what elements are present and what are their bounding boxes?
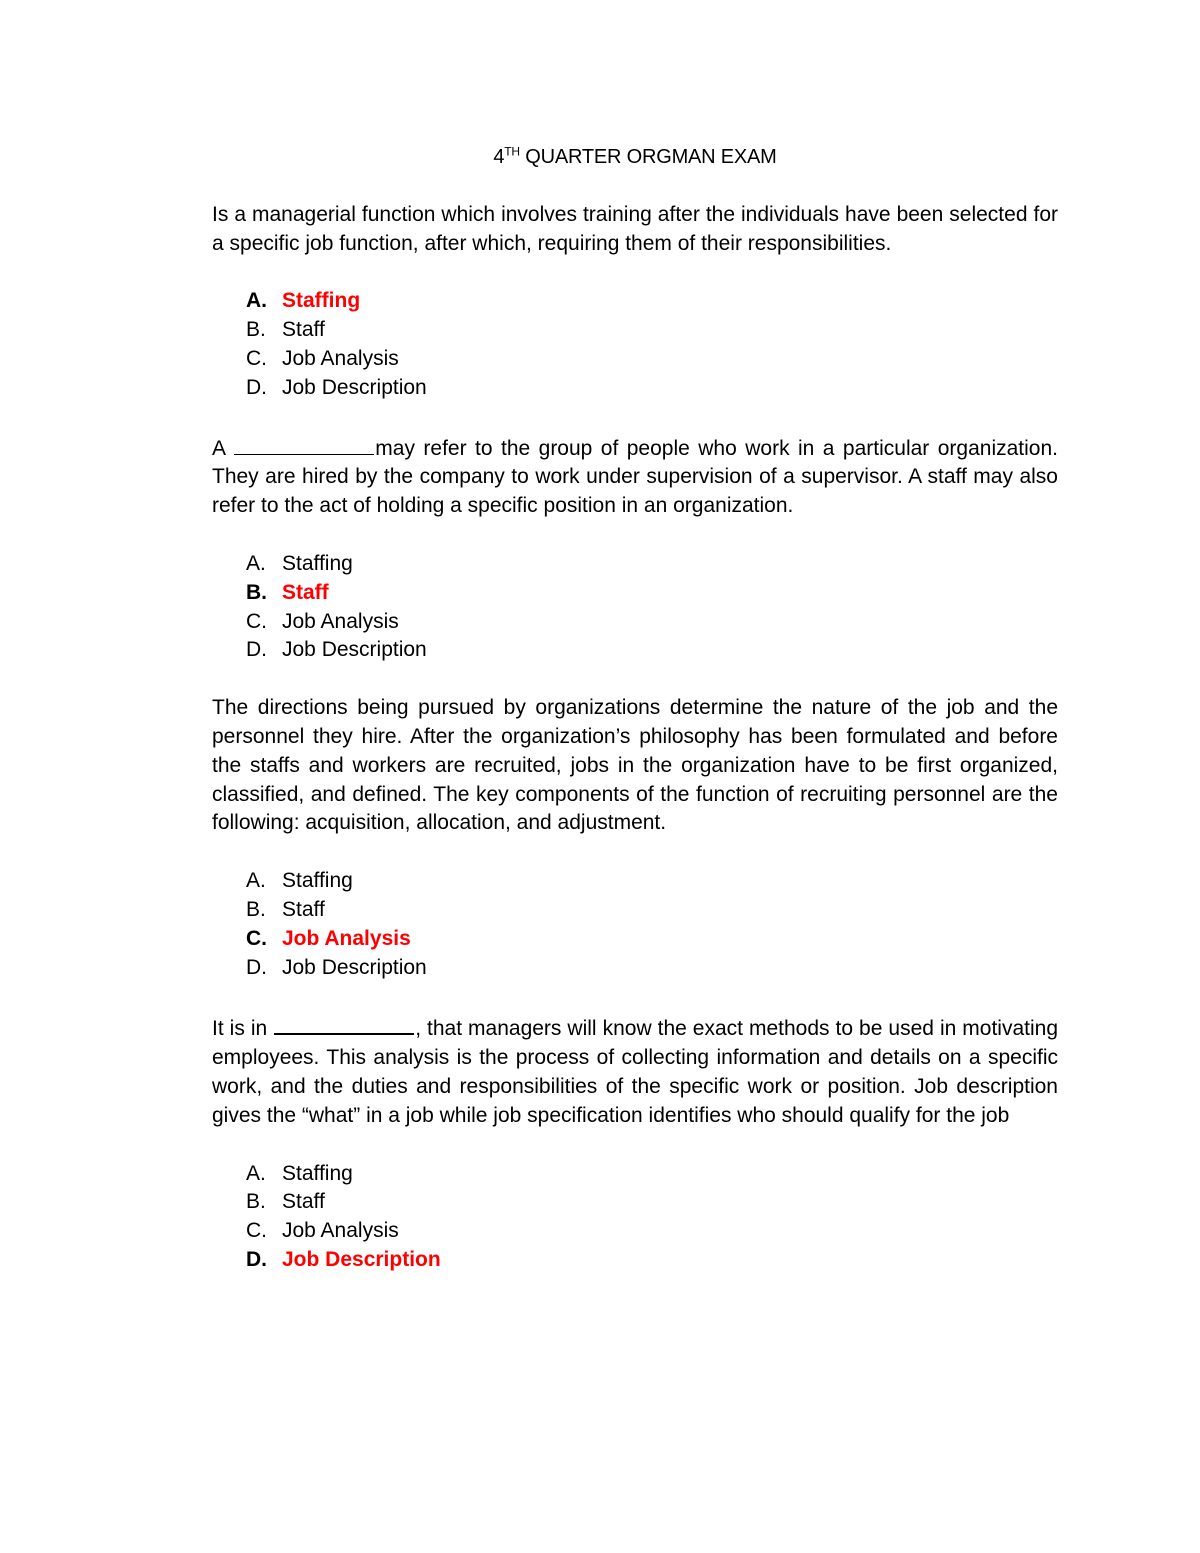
option-text: Job Description [282,1247,441,1271]
option-text: Job Description [282,638,427,662]
question-3-option-a [246,867,1058,896]
option-letter: D. [246,638,267,662]
option-letter: A. [246,1161,266,1185]
question-2-option-b [246,579,1058,608]
title-number: 4 [493,146,505,168]
question-4-option-d [246,1246,1058,1275]
option-letter: A. [246,869,266,893]
option-letter: D. [246,955,267,979]
question-1-option-b [246,316,1058,345]
question-3-text: The directions being pursued by organizations determine the nature of the job and the personnel they hire. After the organization’s philosophy has been formulated and before the staffs and workers are recruited, jobs in the organization have to be first organized, classified, and defined. The key components of the function of recruiting personnel are the following: acquisition, allocation, and adjustment. [212,696,1058,835]
option-text: Job Analysis [282,346,399,370]
question-2-text-after-blank: may refer to the group of people who work in a particular organization. They are hired by the company to work under supervision of a supervisor. A staff may also refer to the act of holding a specific position in an organization. [212,436,1058,518]
answer-blank [274,1011,414,1035]
question-4-options [212,1160,1058,1275]
option-text: Job Analysis [282,1219,399,1243]
option-text: Job Analysis [282,926,411,950]
option-text: Job Description [282,955,427,979]
option-text: Staffing [282,289,361,313]
option-letter: C. [246,346,267,370]
question-4-text [212,1011,1058,1130]
question-2-option-c [246,608,1058,637]
question-3-options [212,867,1058,982]
option-letter: B. [246,580,267,604]
option-text: Staffing [282,869,353,893]
option-letter: C. [246,609,267,633]
option-text: Staffing [282,551,353,575]
question-4-option-b [246,1188,1058,1217]
question-3-option-d [246,954,1058,983]
option-text: Job Description [282,375,427,399]
option-letter: B. [246,897,266,921]
option-letter: D. [246,375,267,399]
question-3-option-b [246,896,1058,925]
option-text: Staff [282,897,325,921]
option-letter: D. [246,1247,267,1271]
question-4-text-before-blank: It is in [212,1017,274,1041]
question-1-option-d [246,374,1058,403]
option-letter: C. [246,1219,267,1243]
option-letter: B. [246,318,266,342]
question-1-text: Is a managerial function which involves training after the individuals have been selected for a specific job function, after which, requiring them of their responsibilities. [212,202,1058,255]
question-4-text-after-blank: , that managers will know the exact methods to be used in motivating employees. This analysis is the process of collecting information and details on a specific work, and the duties and responsibilities of the specific work or position. Job description gives the “what” in a job while job specification identifies who should qualify for the job [212,1017,1059,1127]
question-4-option-c [246,1217,1058,1246]
title-superscript: TH [504,144,520,159]
question-3-option-c [246,925,1058,954]
option-text: Staffing [282,1161,353,1185]
option-text: Staff [282,318,325,342]
question-2-text [212,432,1058,521]
option-letter: C. [246,926,267,950]
question-1-options [212,287,1058,402]
page-title [212,143,1058,172]
document-content [212,143,1058,1304]
answer-blank [234,432,374,455]
question-1-option-a [246,287,1058,316]
option-letter: A. [246,289,267,313]
option-text: Staff [282,580,329,604]
question-2-option-a [246,550,1058,579]
option-letter: A. [246,551,266,575]
option-letter: B. [246,1190,266,1214]
question-4-option-a [246,1160,1058,1189]
option-text: Staff [282,1190,325,1214]
question-2-option-d [246,636,1058,665]
question-2-options [212,550,1058,665]
title-text: QUARTER ORGMAN EXAM [519,146,777,168]
question-1-option-c [246,345,1058,374]
option-text: Job Analysis [282,609,399,633]
question-2-text-before-blank: A [212,436,234,460]
